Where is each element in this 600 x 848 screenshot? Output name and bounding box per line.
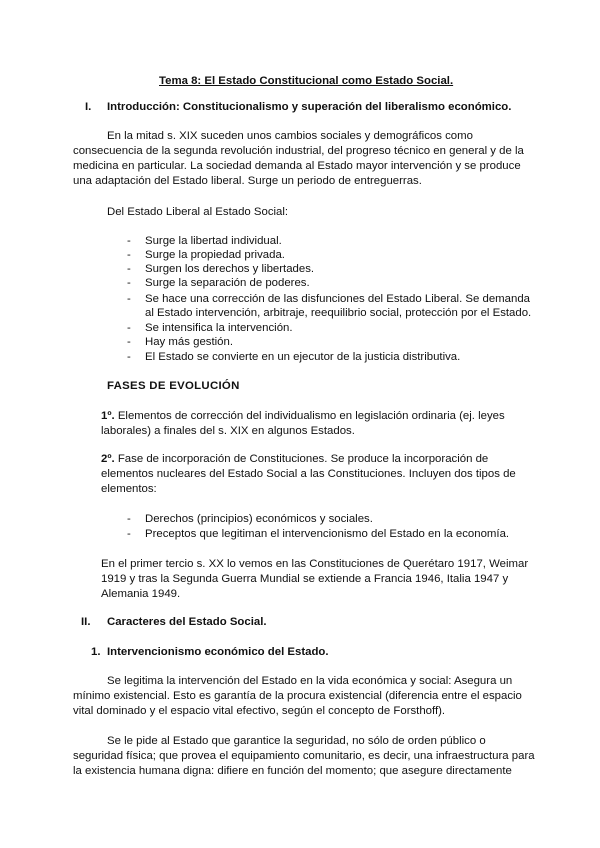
- bullet-dash: -: [127, 235, 131, 247]
- bullet-item: El Estado se convierte en un ejecutor de la justicia distributiva.: [145, 351, 461, 363]
- phase-1-line-2: laborales) a finales del s. XIX en algunos Estados.: [101, 425, 355, 437]
- bullet-item: Surge la separación de poderes.: [145, 277, 310, 289]
- bullet-item: Hay más gestión.: [145, 336, 233, 348]
- para-2-line-1: Se le pide al Estado que garantice la seguridad, no sólo de orden público o: [107, 735, 486, 747]
- para-2-line-3: la existencia humana digna: difiere en función del momento; que asegure directamente: [73, 765, 512, 777]
- bullet-dash: -: [127, 528, 131, 540]
- phase-1-text: Elementos de corrección del individualismo en legislación ordinaria (ej. leyes: [114, 410, 505, 422]
- phase-2-line-2: elementos nucleares del Estado Social a las Constituciones. Incluyen dos tipos de: [101, 468, 516, 480]
- bullet-item-continuation: al Estado intervención, arbitraje, reequilibrio social, protección por el Estado.: [145, 307, 532, 319]
- bullet-dash: -: [127, 351, 131, 363]
- section-1-numeral: I.: [85, 101, 92, 113]
- para-2-line-2: seguridad física; que provea el equipamiento comunitario, es decir, una infraestructura para: [73, 750, 535, 762]
- intro-line-1: En la mitad s. XIX suceden unos cambios sociales y demográficos como: [107, 130, 473, 142]
- para-1-line-2: mínimo existencial. Esto es garantía de la procura existencial (diferencia entre el espacio: [73, 690, 522, 702]
- phase-2-line-1: [101, 452, 488, 467]
- bullet-item: Se intensifica la intervención.: [145, 322, 293, 334]
- bullet-item: Se hace una corrección de las disfunciones del Estado Liberal. Se demanda: [145, 293, 530, 305]
- phase-2-bullet: Preceptos que legitiman el intervencionismo del Estado en la economía.: [145, 528, 510, 540]
- bullet-dash: -: [127, 293, 131, 305]
- bullet-dash: -: [127, 277, 131, 289]
- section-2-numeral: II.: [81, 616, 91, 628]
- bullet-dash: -: [127, 513, 131, 525]
- para-1-line-1: Se legitima la intervención del Estado en la vida económica y social: Asegura un: [107, 675, 513, 687]
- phases-heading: FASES DE EVOLUCIÓN: [107, 380, 240, 392]
- para-1-line-3: vital dominado y el espacio vital efectivo, según el concepto de Forsthoff).: [73, 705, 446, 717]
- closing-line-1: En el primer tercio s. XX lo vemos en las Constituciones de Querétaro 1917, Weimar: [101, 558, 529, 570]
- section-1-heading: Introducción: Constitucionalismo y superación del liberalismo económico.: [107, 101, 512, 113]
- bullet-dash: -: [127, 263, 131, 275]
- phase-2-label: 2º.: [101, 453, 115, 465]
- phase-1-label: 1º.: [101, 410, 115, 422]
- bullet-dash: -: [127, 336, 131, 348]
- bullet-dash: -: [127, 249, 131, 261]
- subsection-1-heading: Intervencionismo económico del Estado.: [107, 646, 329, 658]
- section-2-heading: Caracteres del Estado Social.: [107, 616, 267, 628]
- list-intro: Del Estado Liberal al Estado Social:: [107, 206, 289, 218]
- phase-2-line-3: elementos:: [101, 483, 157, 495]
- document-title: Tema 8: El Estado Constitucional como Estado Social.: [159, 75, 454, 87]
- bullet-item: Surge la propiedad privada.: [145, 249, 285, 261]
- intro-line-4: una adaptación del Estado liberal. Surge un periodo de entreguerras.: [73, 175, 422, 187]
- intro-line-3: medicina en particular. La sociedad demanda al Estado mayor intervención y se produce: [73, 160, 521, 172]
- phase-1-line-1: [101, 409, 505, 424]
- phase-2-bullet: Derechos (principios) económicos y sociales.: [145, 513, 373, 525]
- closing-line-2: 1919 y tras la Segunda Guerra Mundial se extiende a Francia 1946, Italia 1947 y: [101, 573, 509, 585]
- intro-line-2: consecuencia de la segunda revolución industrial, del progreso técnico en general y de la: [73, 145, 524, 157]
- bullet-dash: -: [127, 322, 131, 334]
- closing-line-3: Alemania 1949.: [101, 588, 181, 600]
- bullet-item: Surgen los derechos y libertades.: [145, 263, 315, 275]
- subsection-1-numeral: 1.: [91, 646, 101, 658]
- bullet-item: Surge la libertad individual.: [145, 235, 282, 247]
- phase-2-text: Fase de incorporación de Constituciones. Se produce la incorporación de: [114, 453, 489, 465]
